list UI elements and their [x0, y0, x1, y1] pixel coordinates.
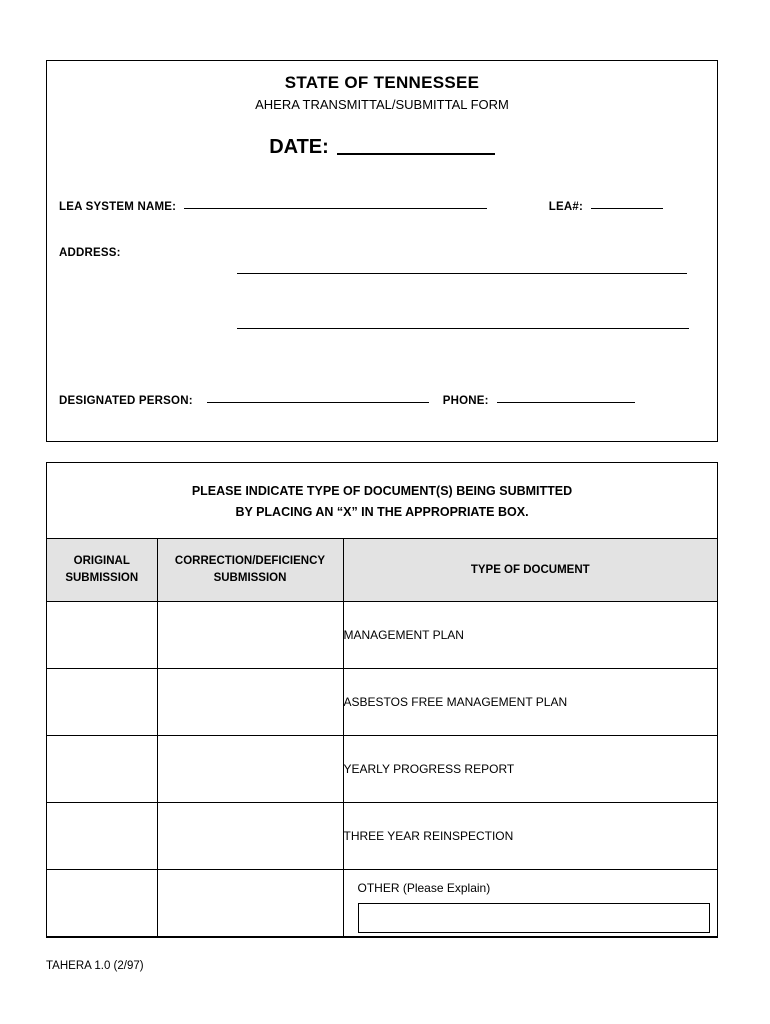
- document-type-label: THREE YEAR REINSPECTION: [343, 803, 717, 870]
- table-row: [47, 736, 717, 803]
- lea-system-name-label: LEA SYSTEM NAME:: [59, 201, 177, 213]
- column-header-original-line-2: SUBMISSION: [65, 572, 139, 585]
- checkbox-original-asbestos-free-management-plan[interactable]: [47, 669, 157, 736]
- designated-person-input[interactable]: [207, 392, 429, 403]
- column-header-type: TYPE OF DOCUMENT: [343, 539, 717, 602]
- checkbox-original-three-year-reinspection[interactable]: [47, 803, 157, 870]
- form-id-footer: TAHERA 1.0 (2/97): [46, 960, 144, 972]
- checkbox-original-yearly-progress-report[interactable]: [47, 736, 157, 803]
- table-row: [47, 669, 717, 736]
- column-header-original-line-1: ORIGINAL: [73, 555, 130, 567]
- document-type-label: YEARLY PROGRESS REPORT: [343, 736, 717, 803]
- table-header-row: [47, 539, 717, 602]
- lea-number-group: [549, 197, 663, 215]
- lea-system-name-input[interactable]: [184, 198, 487, 209]
- checkbox-correction-management-plan[interactable]: [157, 602, 343, 669]
- designated-person-row: [59, 391, 707, 409]
- date-field-row: [47, 136, 717, 159]
- document-type-label: ASBESTOS FREE MANAGEMENT PLAN: [343, 669, 717, 736]
- checkbox-original-management-plan[interactable]: [47, 602, 157, 669]
- lea-number-label: LEA#:: [548, 201, 583, 213]
- document-type-box: [46, 462, 718, 938]
- other-label: OTHER (Please Explain): [357, 881, 491, 896]
- instruction-line-1: PLEASE INDICATE TYPE OF DOCUMENT(S) BEING SUBMITTED: [191, 484, 573, 498]
- table-row: [47, 602, 717, 669]
- table-row: [47, 803, 717, 870]
- header-info-box: [46, 60, 718, 442]
- lea-row: [59, 197, 707, 215]
- address-line-2-input[interactable]: [237, 328, 689, 329]
- lea-number-input[interactable]: [591, 198, 663, 209]
- document-type-table: [47, 538, 717, 937]
- document-type-label: MANAGEMENT PLAN: [343, 602, 717, 669]
- phone-label: PHONE:: [442, 395, 489, 407]
- instruction-text: [47, 463, 717, 538]
- other-explain-input[interactable]: [358, 903, 710, 933]
- column-header-original: [47, 539, 157, 602]
- address-line-1-input[interactable]: [237, 273, 687, 274]
- checkbox-correction-three-year-reinspection[interactable]: [157, 803, 343, 870]
- designated-person-label: DESIGNATED PERSON:: [59, 395, 193, 407]
- column-header-correction-line-1: CORRECTION/DEFICIENCY: [174, 555, 326, 567]
- checkbox-correction-asbestos-free-management-plan[interactable]: [157, 669, 343, 736]
- checkbox-correction-other[interactable]: [157, 870, 343, 937]
- column-header-correction-line-2: SUBMISSION: [213, 572, 287, 585]
- page-title: STATE OF TENNESSEE: [284, 73, 480, 92]
- instruction-line-2: BY PLACING AN “X” IN THE APPROPRIATE BOX.: [235, 504, 529, 519]
- column-header-correction: [157, 539, 343, 602]
- checkbox-correction-yearly-progress-report[interactable]: [157, 736, 343, 803]
- phone-input[interactable]: [497, 392, 635, 403]
- date-input[interactable]: [337, 137, 495, 155]
- checkbox-original-other[interactable]: [47, 870, 157, 937]
- other-document-cell: [343, 870, 717, 937]
- page-subtitle: AHERA TRANSMITTAL/SUBMITTAL FORM: [255, 97, 509, 112]
- table-row-other: [47, 870, 717, 937]
- date-label: DATE:: [269, 136, 329, 158]
- address-label: ADDRESS:: [59, 247, 121, 259]
